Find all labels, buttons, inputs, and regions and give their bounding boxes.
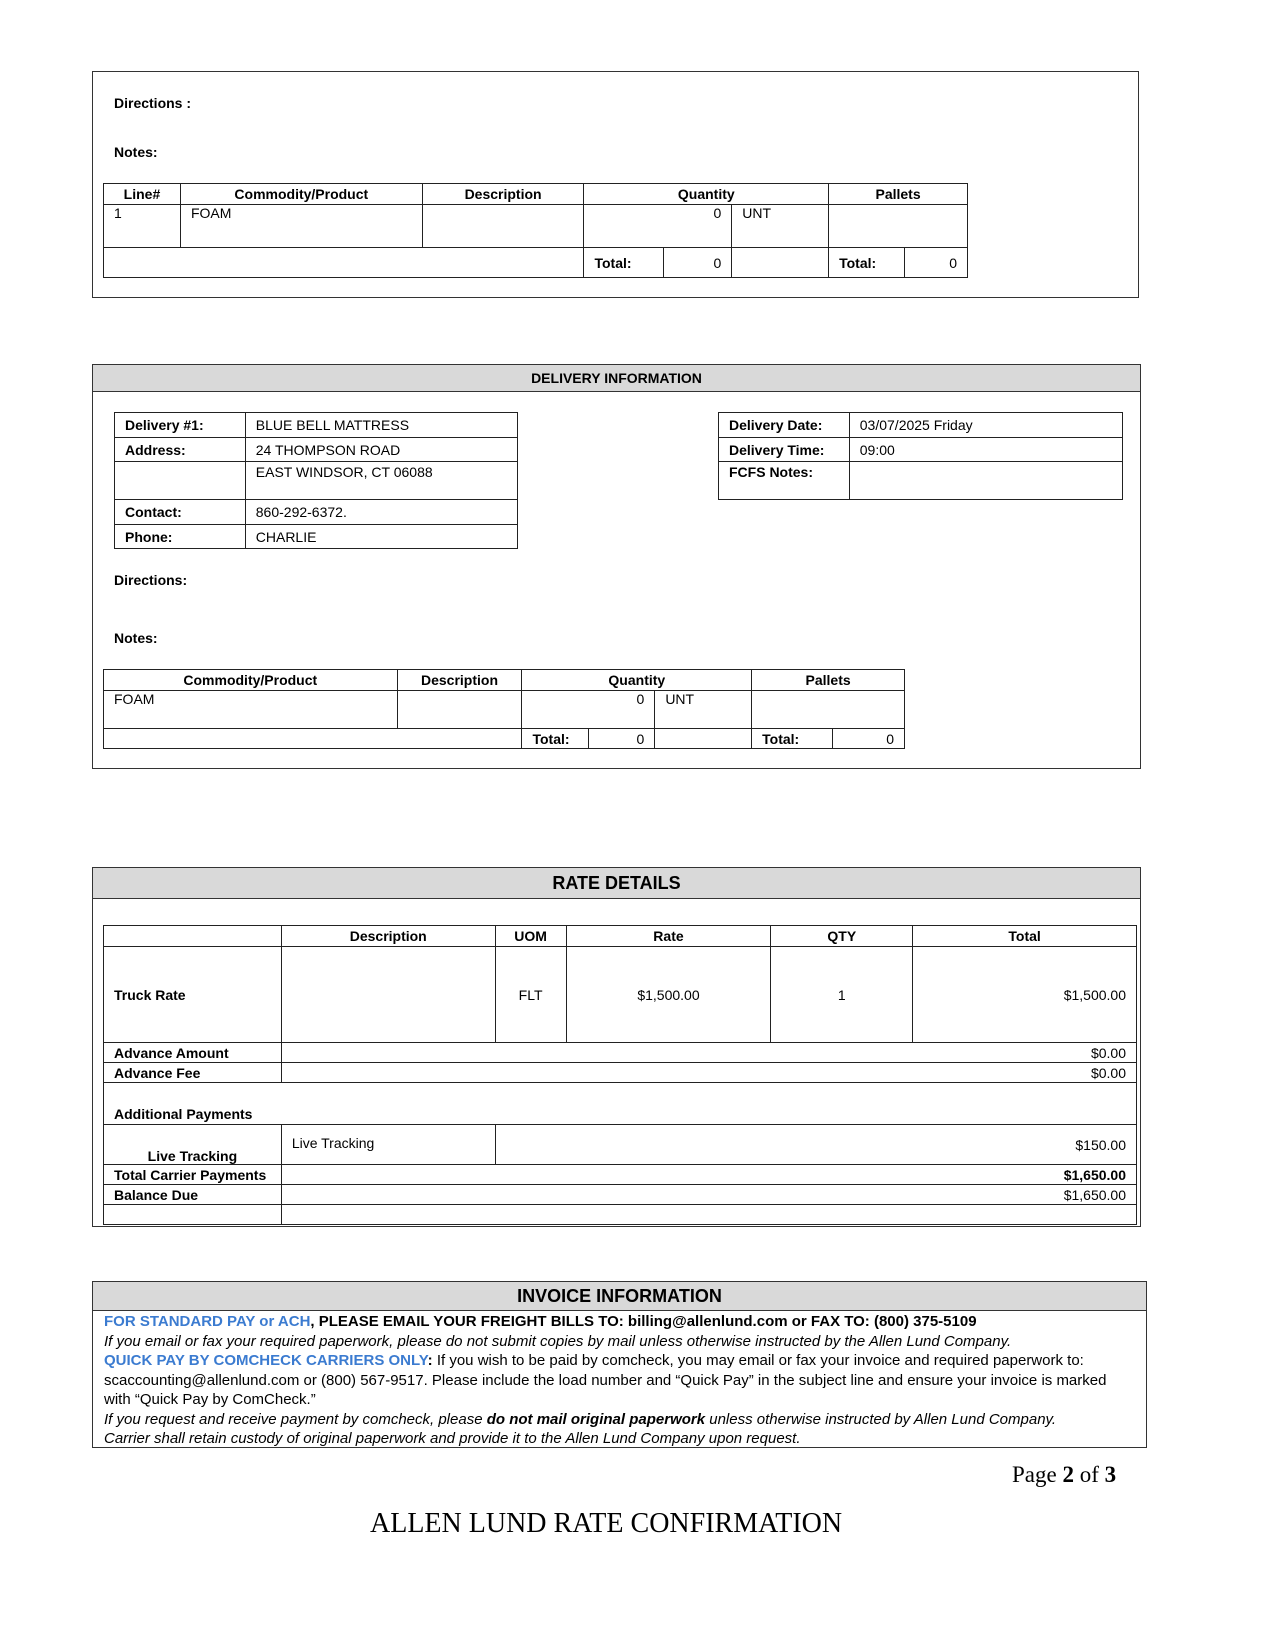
balance-due-label: Balance Due bbox=[104, 1185, 282, 1205]
pallets-total-value: 0 bbox=[905, 248, 968, 278]
invoice-body bbox=[93, 1311, 1146, 1449]
total-carrier-payments-value: $1,650.00 bbox=[281, 1165, 1136, 1185]
live-tracking-row bbox=[104, 1125, 1137, 1165]
cell-description bbox=[397, 691, 522, 729]
col-header-quantity: Quantity bbox=[522, 670, 752, 691]
delivery-name: BLUE BELL MATTRESS bbox=[245, 413, 517, 438]
delivery-date-label: Delivery Date: bbox=[719, 413, 850, 438]
col-header-qty: QTY bbox=[771, 926, 913, 947]
rate-details-header: RATE DETAILS bbox=[93, 868, 1140, 899]
delivery-header: DELIVERY INFORMATION bbox=[93, 365, 1140, 392]
cell-line: 1 bbox=[104, 205, 181, 248]
truck-rate-uom: FLT bbox=[495, 947, 566, 1043]
truck-rate-row bbox=[104, 947, 1137, 1043]
cell-description bbox=[422, 205, 584, 248]
truck-rate-label: Truck Rate bbox=[104, 947, 282, 1043]
address-label: Address: bbox=[115, 438, 246, 462]
col-header-rate: Rate bbox=[566, 926, 771, 947]
address-line1: 24 THOMPSON ROAD bbox=[245, 438, 517, 462]
delivery-time-value: 09:00 bbox=[849, 438, 1122, 462]
pickup-directions-label: Directions : bbox=[114, 95, 192, 111]
additional-payments-label: Additional Payments bbox=[104, 1083, 1137, 1125]
live-tracking-description: Live Tracking bbox=[281, 1125, 495, 1165]
page-number: Page 2 of 3 bbox=[1012, 1462, 1117, 1487]
rate-table bbox=[103, 925, 1137, 1225]
delivery-commodity-table bbox=[103, 669, 905, 749]
quick-pay-instructions: If you wish to be paid by comcheck, you may email or fax your invoice and required paperwork to: scaccounting@allenlund.com or (800) 567-9517. Please include the load number and “Quick Pay” in the subject line and ensure your invoice is marked with “Quick Pay by ComCheck.” bbox=[104, 1352, 1107, 1408]
cell-commodity: FOAM bbox=[104, 691, 398, 729]
col-header-total: Total bbox=[913, 926, 1137, 947]
fcfs-notes-value bbox=[849, 462, 1122, 500]
col-header-description: Description bbox=[397, 670, 522, 691]
qty-total-value: 0 bbox=[589, 729, 655, 749]
qty-total-label: Total: bbox=[584, 248, 664, 278]
cell-commodity: FOAM bbox=[180, 205, 422, 248]
col-header-description: Description bbox=[281, 926, 495, 947]
invoice-standard-pay-line bbox=[104, 1312, 1136, 1332]
cell-quantity: 0 bbox=[584, 205, 732, 248]
qty-total-label: Total: bbox=[522, 729, 589, 749]
col-header-commodity: Commodity/Product bbox=[104, 670, 398, 691]
pallets-total-value: 0 bbox=[833, 729, 905, 749]
fcfs-notes-label: FCFS Notes: bbox=[719, 462, 850, 500]
col-header-pallets: Pallets bbox=[829, 184, 968, 205]
advance-fee-label: Advance Fee bbox=[104, 1063, 282, 1083]
standard-pay-heading: FOR STANDARD PAY or ACH bbox=[104, 1313, 311, 1330]
delivery-directions-label: Directions: bbox=[114, 572, 188, 588]
cell-unit: UNT bbox=[732, 205, 829, 248]
truck-rate-qty: 1 bbox=[771, 947, 913, 1043]
live-tracking-value: $150.00 bbox=[495, 1125, 1136, 1165]
phone-label: Phone: bbox=[115, 525, 246, 549]
advance-amount-label: Advance Amount bbox=[104, 1043, 282, 1063]
cell-pallets bbox=[829, 205, 968, 248]
pallets-total-label: Total: bbox=[829, 248, 905, 278]
delivery-date-value: 03/07/2025 Friday bbox=[849, 413, 1122, 438]
total-carrier-payments-label: Total Carrier Payments bbox=[104, 1165, 282, 1185]
pickup-notes-label: Notes: bbox=[114, 144, 158, 160]
delivery-time-label: Delivery Time: bbox=[719, 438, 850, 462]
standard-pay-instructions: , PLEASE EMAIL YOUR FREIGHT BILLS TO: billing@allenlund.com or FAX TO: (800) 375-5109 bbox=[310, 1313, 977, 1330]
cell-unit: UNT bbox=[655, 691, 752, 729]
advance-amount-value: $0.00 bbox=[281, 1043, 1136, 1063]
invoice-quick-pay-paragraph: QUICK PAY BY COMCHECK CARRIERS ONLY: If you wish to be paid by comcheck, you may email or fax your invoice and required paperwork to: scaccounting@allenlund.com or (800) 567-9517. Please include the load number and “Quick Pay” in the subject line and ensure your invoice is marked with “Quick Pay by ComCheck.” bbox=[104, 1352, 1107, 1408]
phone-value: CHARLIE bbox=[245, 525, 517, 549]
truck-rate-total: $1,500.00 bbox=[913, 947, 1137, 1043]
col-header-quantity: Quantity bbox=[584, 184, 829, 205]
invoice-header: INVOICE INFORMATION bbox=[93, 1282, 1146, 1311]
totals-row bbox=[104, 248, 968, 278]
contact-label: Contact: bbox=[115, 500, 246, 525]
pallets-total-label: Total: bbox=[752, 729, 833, 749]
invoice-comcheck-note: If you request and receive payment by comcheck, please do not mail original paperwork unless otherwise instructed by Allen Lund Company. bbox=[104, 1410, 1057, 1428]
pickup-commodity-table bbox=[103, 183, 968, 278]
delivery-number-label: Delivery #1: bbox=[115, 413, 246, 438]
cell-quantity: 0 bbox=[522, 691, 655, 729]
delivery-schedule-table bbox=[718, 412, 1123, 500]
truck-rate-rate: $1,500.00 bbox=[566, 947, 771, 1043]
totals-row bbox=[104, 729, 905, 749]
col-header-pallets: Pallets bbox=[752, 670, 905, 691]
quick-pay-heading: QUICK PAY BY COMCHECK CARRIERS ONLY bbox=[104, 1352, 428, 1369]
col-header-line: Line# bbox=[104, 184, 181, 205]
balance-due-value: $1,650.00 bbox=[281, 1185, 1136, 1205]
invoice-custody-note: Carrier shall retain custody of original paperwork and provide it to the Allen Lund Company upon request. bbox=[104, 1430, 801, 1447]
contact-value: 860-292-6372. bbox=[245, 500, 517, 525]
col-header-commodity: Commodity/Product bbox=[180, 184, 422, 205]
live-tracking-label: Live Tracking bbox=[104, 1125, 282, 1165]
invoice-paperwork-note: If you email or fax your required paperwork, please do not submit copies by mail unless otherwise instructed by the Allen Lund Company. bbox=[104, 1332, 1012, 1350]
table-row bbox=[104, 205, 968, 248]
table-row bbox=[104, 691, 905, 729]
truck-rate-description bbox=[281, 947, 495, 1043]
col-header-uom: UOM bbox=[495, 926, 566, 947]
col-header-description: Description bbox=[422, 184, 584, 205]
invoice-section bbox=[92, 1281, 1147, 1448]
document-title: ALLEN LUND RATE CONFIRMATION bbox=[370, 1508, 843, 1539]
address-line2: EAST WINDSOR, CT 06088 bbox=[245, 462, 517, 500]
delivery-notes-label: Notes: bbox=[114, 630, 158, 646]
cell-pallets bbox=[752, 691, 905, 729]
advance-fee-value: $0.00 bbox=[281, 1063, 1136, 1083]
qty-total-value: 0 bbox=[664, 248, 732, 278]
delivery-address-table bbox=[114, 412, 518, 549]
